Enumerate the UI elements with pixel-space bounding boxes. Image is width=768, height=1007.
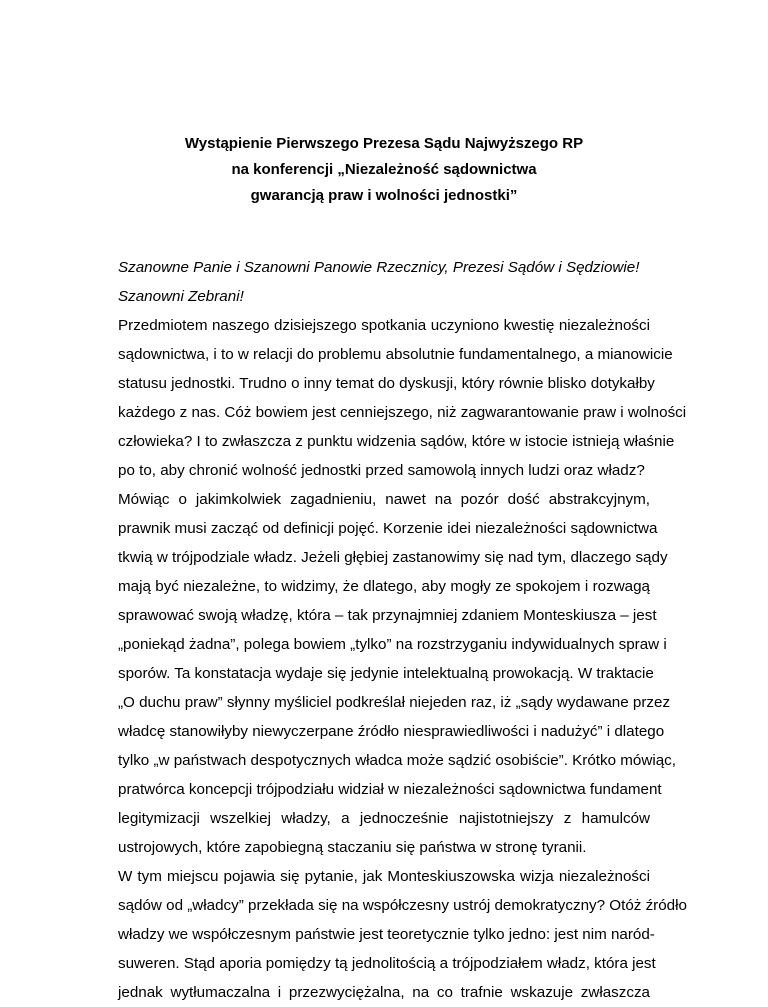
paragraph-line: „O duchu praw” słynny myśliciel podkreślał niejeden raz, iż „sądy wydawane przez: [118, 694, 671, 711]
paragraph-line: legitymizacji wszelkiej władzy, a jednocześnie najistotniejszy z hamulców: [118, 810, 650, 827]
paragraph-line: sprawować swoją władzę, która – tak przynajmniej zdaniem Monteskiusza – jest: [118, 607, 657, 624]
paragraph-line: ustrojowych, które zapobiegną staczaniu się państwa w stronę tyranii.: [118, 839, 587, 856]
paragraph-line: po to, aby chronić wolność jednostki przed samowolą innych ludzi oraz władz?: [118, 462, 645, 479]
paragraph: [118, 311, 687, 485]
paragraph-line: mają być niezależne, to widzimy, że dlatego, aby mogły ze spokojem i rozwagą: [118, 578, 650, 595]
paragraph-line: władzy we współczesnym państwie jest teoretycznie tylko jedno: jest nim naród-: [118, 926, 655, 943]
paragraph-line: każdego z nas. Cóż bowiem jest cenniejszego, niż zagwarantowanie praw i wolności: [118, 404, 687, 421]
document-title: [0, 131, 768, 209]
paragraph-line: Mówiąc o jakimkolwiek zagadnieniu, nawet na pozór dość abstrakcyjnym,: [118, 491, 650, 508]
paragraph-line: sporów. Ta konstatacja wydaje się jedynie intelektualną prowokacją. W traktacie: [118, 665, 654, 682]
paragraph-line: statusu jednostki. Trudno o inny temat do dyskusji, który równie blisko dotykałby: [118, 375, 655, 392]
paragraph-line: władcę stanowiłyby niewyczerpane źródło niesprawiedliwości i nadużyć” i dlatego: [118, 723, 665, 740]
greeting-line: Szanowne Panie i Szanowni Panowie Rzecznicy, Prezesi Sądów i Sędziowie!: [118, 259, 640, 276]
paragraph-line: Przedmiotem naszego dzisiejszego spotkania uczyniono kwestię niezależności: [118, 317, 650, 334]
paragraph-line: „poniekąd żadna”, polega bowiem „tylko” na rozstrzyganiu indywidualnych spraw i: [118, 636, 667, 653]
document-body: [118, 253, 687, 1007]
paragraph-line: tkwią w trójpodziale władz. Jeżeli głębiej zastanowimy się nad tym, dlaczego sądy: [118, 549, 668, 566]
title-line: Wystąpienie Pierwszego Prezesa Sądu Najwyższego RP: [184, 135, 584, 152]
paragraph-line: prawnik musi zacząć od definicji pojęć. Korzenie idei niezależności sądownictwa: [118, 520, 658, 537]
paragraph-line: pratwórca koncepcji trójpodziału widział w niezależności sądownictwa fundament: [118, 781, 662, 798]
paragraph-line: suweren. Stąd aporia pomiędzy tą jednolitością a trójpodziałem władz, która jest: [118, 955, 656, 972]
greeting-line: Szanowni Zebrani!: [118, 288, 244, 305]
paragraph-line: człowieka? I to zwłaszcza z punktu widzenia sądów, które w istocie istnieją właśnie: [118, 433, 675, 450]
paragraph-line: tylko „w państwach despotycznych władca może sądzić osobiście”. Krótko mówiąc,: [118, 752, 676, 769]
paragraph-line: sądów od „władcy” przekłada się na współczesny ustrój demokratyczny? Otóż źródło: [118, 897, 687, 914]
paragraph: [118, 485, 676, 862]
paragraph-line: jednak wytłumaczalna i przezwyciężalna, na co trafnie wskazuje zwłaszcza: [118, 984, 650, 1001]
title-line: gwarancją praw i wolności jednostki”: [250, 187, 518, 204]
paragraph-line: W tym miejscu pojawia się pytanie, jak Monteskiuszowska wizja niezależności: [118, 868, 650, 885]
paragraph: [118, 862, 687, 1007]
title-line: na konferencji „Niezależność sądownictwa: [231, 161, 537, 178]
paragraph-line: sądownictwa, i to w relacji do problemu absolutnie fundamentalnego, a mianowicie: [118, 346, 673, 363]
